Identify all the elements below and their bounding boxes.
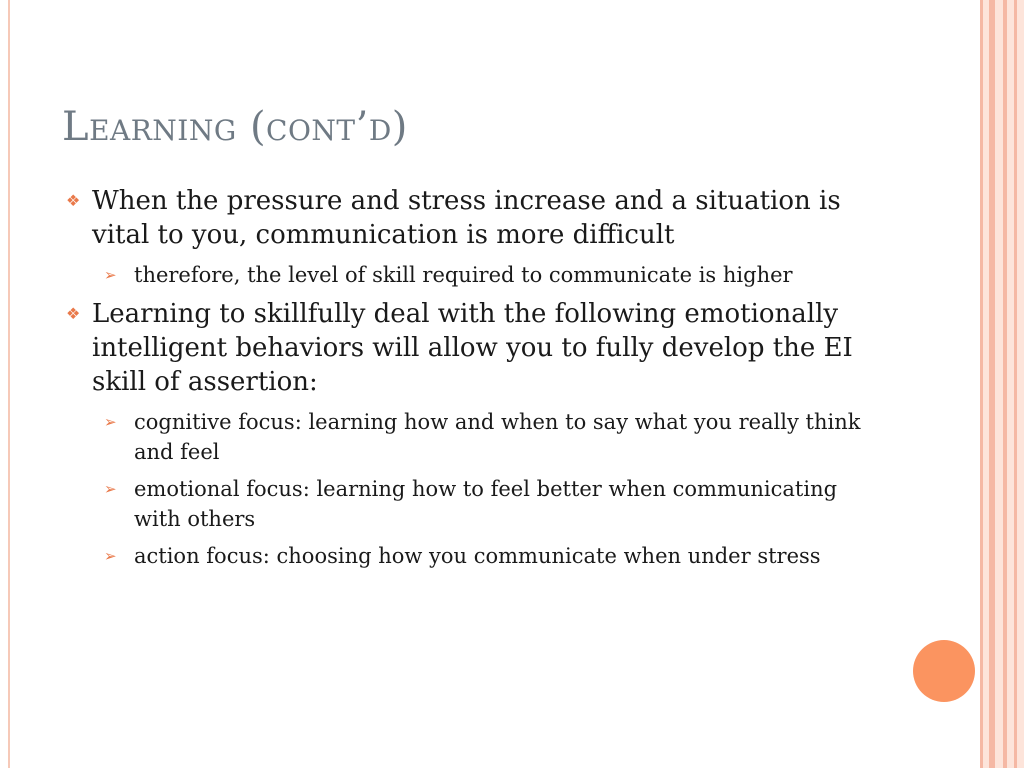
left-border-line (8, 0, 10, 768)
sub-bullet-list (92, 407, 872, 571)
arrow-bullet-icon: ➢ (104, 480, 117, 498)
sub-bullet-item (92, 474, 872, 534)
diamond-bullet-icon: ❖ (66, 191, 81, 210)
bullet-item (62, 297, 872, 571)
sub-bullet-item (92, 541, 872, 571)
arrow-bullet-icon: ➢ (104, 266, 117, 284)
sub-bullet-text: therefore, the level of skill required to communicate is higher (134, 263, 793, 287)
right-stripe (980, 0, 983, 768)
sub-bullet-text: emotional focus: learning how to feel better when communicating with others (134, 477, 838, 531)
orange-circle-decoration (913, 640, 975, 702)
diamond-bullet-icon: ❖ (66, 304, 81, 323)
right-decorative-band (980, 0, 1024, 768)
slide-title: Learning (cont’d) (62, 104, 408, 150)
bullet-text: Learning to skillfully deal with the following emotionally intelligent behaviors will allow you to fully develop the EI skill of assertion: (92, 299, 853, 397)
slide-content (62, 184, 872, 578)
sub-bullet-text: cognitive focus: learning how and when to say what you really think and feel (134, 410, 861, 464)
right-stripe (1014, 0, 1017, 768)
bullet-list (62, 184, 872, 571)
sub-bullet-text: action focus: choosing how you communicate when under stress (134, 544, 821, 568)
bullet-item (62, 184, 872, 290)
right-stripe (1003, 0, 1007, 768)
bullet-text: When the pressure and stress increase and a situation is vital to you, communication is more difficult (92, 186, 841, 250)
sub-bullet-item (92, 260, 872, 290)
sub-bullet-list (92, 260, 872, 290)
sub-bullet-item (92, 407, 872, 467)
arrow-bullet-icon: ➢ (104, 547, 117, 565)
arrow-bullet-icon: ➢ (104, 413, 117, 431)
right-stripe (989, 0, 995, 768)
